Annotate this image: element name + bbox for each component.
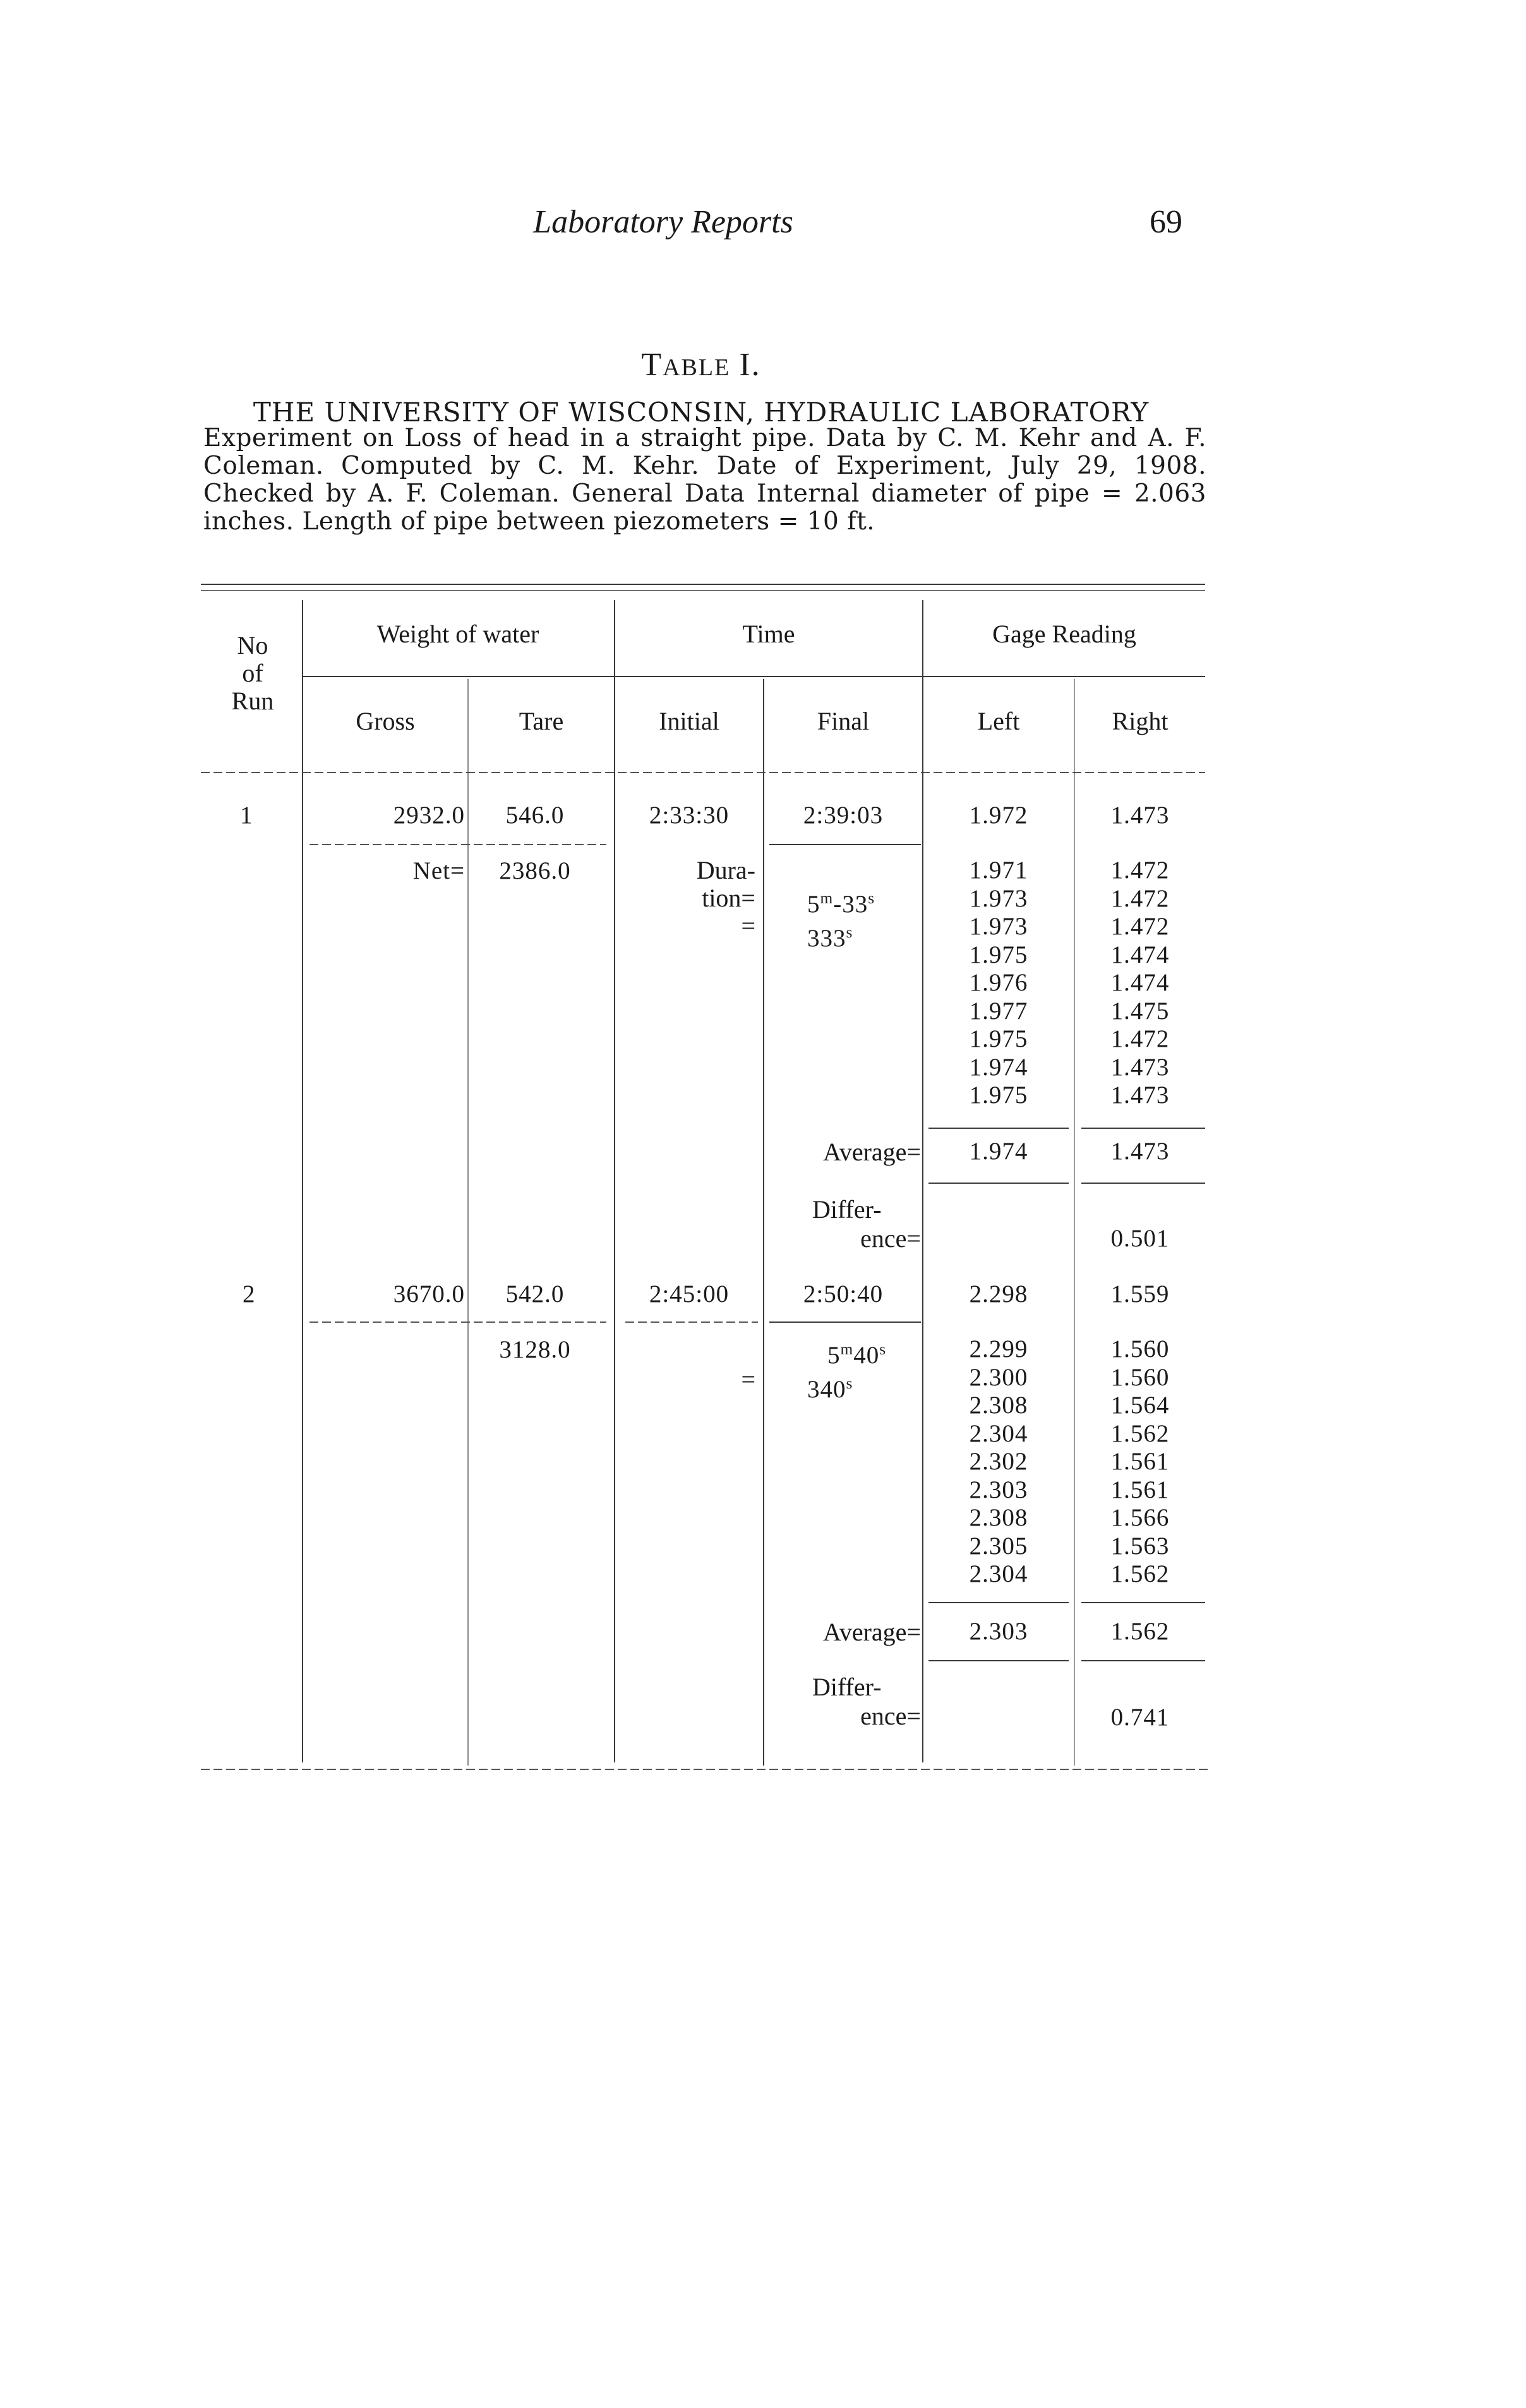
right-reading: 1.561: [1110, 1448, 1170, 1475]
run-1-net-label: Net=: [412, 857, 465, 884]
running-title: Laboratory Reports: [533, 204, 793, 240]
run-2-duration: [807, 1335, 887, 1404]
run-2-net-value: 3128.0: [499, 1336, 571, 1363]
col-rule-tare: [467, 679, 469, 1766]
header-final: Final: [817, 707, 870, 735]
right-reading: 1.472: [1110, 1025, 1170, 1052]
run-1-average-rule-left: [928, 1183, 1069, 1184]
table-label-number: I.: [739, 347, 761, 383]
run-2-duration-min-sec: 5$^m$40$^s$: [827, 1340, 887, 1369]
header-weight-of-water: Weight of water: [376, 620, 539, 648]
run-1-readings-rule-right: [1081, 1128, 1205, 1129]
table-top-rule: [201, 584, 1205, 585]
run-1-final-rule: [769, 844, 921, 845]
col-rule-initial: [614, 600, 615, 1762]
left-reading: 1.975: [969, 1025, 1028, 1052]
left-reading: 1.976: [969, 969, 1028, 996]
run-2-average-left: 2.303: [969, 1618, 1028, 1645]
run-2-tare: 542.0: [505, 1280, 565, 1308]
left-reading: 2.300: [969, 1363, 1028, 1391]
right-reading: 1.472: [1110, 913, 1170, 940]
header-of: of: [242, 659, 263, 687]
run-2-readings-rule-right: [1081, 1602, 1205, 1603]
left-reading: 2.304: [969, 1560, 1028, 1587]
run-2-final: 2:50:40: [803, 1280, 884, 1308]
run-2-final-rule: [769, 1321, 921, 1323]
page-number: 69: [1150, 204, 1182, 240]
left-reading: 2.304: [969, 1419, 1028, 1447]
run-2-average-right: 1.562: [1110, 1618, 1170, 1645]
left-reading: 2.302: [969, 1448, 1028, 1475]
run-2-duration-seconds: 340$^s$: [807, 1375, 853, 1403]
run-2-left-readings: [923, 1335, 1074, 1589]
run-2-difference-label-2: ence=: [860, 1702, 921, 1730]
run-1-tare: 546.0: [505, 802, 565, 829]
run-2-duration-eq: =: [741, 1365, 755, 1394]
run-1-left-readings: [923, 857, 1074, 1110]
left-reading: 2.299: [969, 1335, 1028, 1363]
run-1-difference-label: [764, 1195, 921, 1253]
run-1-gross: 2932.0: [393, 802, 465, 829]
left-reading: 1.973: [969, 884, 1028, 912]
run-2-gross: 3670.0: [393, 1280, 465, 1308]
right-reading: 1.560: [1110, 1363, 1170, 1391]
run-2-number: 2: [243, 1280, 256, 1308]
table-label-initial: T: [641, 347, 663, 383]
right-reading: 1.560: [1110, 1335, 1170, 1363]
run-2-initial-rule: [625, 1321, 758, 1323]
right-reading: 1.473: [1110, 1053, 1170, 1081]
right-reading: 1.563: [1110, 1532, 1170, 1560]
left-reading: 1.971: [969, 857, 1028, 884]
run-2-right-readings: [1075, 1335, 1205, 1589]
header-tare: Tare: [519, 707, 564, 735]
table-top-rule-2: [201, 590, 1205, 591]
left-reading: 1.975: [969, 1081, 1028, 1109]
run-2-difference: 0.741: [1110, 1704, 1170, 1731]
run-2-first-right: 1.559: [1110, 1280, 1170, 1308]
run-2-average-rule-right: [1081, 1660, 1205, 1661]
run-1-number: 1: [240, 802, 253, 829]
header-right: Right: [1112, 707, 1169, 735]
run-2-initial: 2:45:00: [649, 1280, 730, 1308]
header-left: Left: [977, 707, 1020, 735]
right-reading: 1.562: [1110, 1560, 1170, 1587]
run-1-difference-label-1: Differ-: [812, 1195, 882, 1224]
header-gross: Gross: [356, 707, 415, 735]
run-1-duration-label-1: Dura-: [696, 856, 755, 884]
col-rule-gross: [302, 600, 303, 1762]
run-1-average-rule-right: [1081, 1183, 1205, 1184]
left-reading: 2.305: [969, 1532, 1028, 1560]
right-reading: 1.562: [1110, 1419, 1170, 1447]
right-reading: 1.473: [1110, 1081, 1170, 1109]
right-reading: 1.566: [1110, 1504, 1170, 1531]
run-1-average-right: 1.473: [1110, 1138, 1170, 1165]
header-time: Time: [742, 620, 795, 648]
table-bottom-rule: [201, 1769, 1211, 1770]
left-reading: 2.308: [969, 1504, 1028, 1531]
run-1-initial: 2:33:30: [649, 802, 730, 829]
run-1-right-readings: [1075, 857, 1205, 1110]
run-1-first-left: 1.972: [969, 802, 1028, 829]
right-reading: 1.475: [1110, 997, 1170, 1025]
run-2-difference-label: [764, 1673, 921, 1731]
run-1-duration-label: [615, 857, 755, 940]
run-1-duration-min-sec: 5$^m$-33$^s$: [807, 889, 875, 918]
run-1-duration-seconds: 333$^s$: [807, 924, 853, 952]
run-2-net-rule: [309, 1321, 606, 1323]
left-reading: 2.308: [969, 1392, 1028, 1419]
run-1-duration: [807, 884, 875, 953]
run-2-average-label: Average=: [822, 1618, 921, 1646]
right-reading: 1.564: [1110, 1392, 1170, 1419]
left-reading: 1.975: [969, 941, 1028, 968]
right-reading: 1.474: [1110, 969, 1170, 996]
header-no: No: [237, 631, 268, 659]
run-1-net-rule: [309, 844, 606, 845]
header-run: Run: [231, 687, 274, 715]
header-initial: Initial: [659, 707, 719, 735]
right-reading: 1.472: [1110, 857, 1170, 884]
left-reading: 2.303: [969, 1476, 1028, 1503]
col-rule-right: [1074, 679, 1075, 1766]
header-gage-reading: Gage Reading: [992, 620, 1136, 648]
run-1-difference-label-2: ence=: [860, 1224, 921, 1253]
header-no-of-run: [208, 632, 297, 715]
left-reading: 1.977: [969, 997, 1028, 1025]
right-reading: 1.474: [1110, 941, 1170, 968]
run-1-duration-label-2: tion=: [702, 884, 755, 912]
run-2-average-rule-left: [928, 1660, 1069, 1661]
run-1-first-right: 1.473: [1110, 802, 1170, 829]
run-1-final: 2:39:03: [803, 802, 884, 829]
run-1-average-label: Average=: [822, 1138, 921, 1166]
right-reading: 1.472: [1110, 884, 1170, 912]
left-reading: 1.973: [969, 913, 1028, 940]
run-1-average-left: 1.974: [969, 1138, 1028, 1165]
run-1-net-value: 2386.0: [499, 857, 571, 884]
run-2-first-left: 2.298: [969, 1280, 1028, 1308]
table-heading: THE UNIVERSITY OF WISCONSIN, HYDRAULIC LABORATORY: [253, 397, 1150, 428]
run-2-difference-label-1: Differ-: [812, 1673, 882, 1701]
table-description: Experiment on Loss of head in a straight pipe. Data by C. M. Kehr and A. F. Coleman. Computed by C. M. Kehr. Date of Experiment, July 29, 1908. Checked by A. F. Coleman. General Data Internal diameter of pipe = 2.063 inches. Length of pipe between piezometers = 10 ft.: [203, 424, 1206, 536]
run-1-duration-eq: =: [741, 912, 755, 940]
header-mid-rule: [303, 676, 1205, 677]
right-reading: 1.561: [1110, 1476, 1170, 1503]
table-label-rest: ABLE: [663, 354, 731, 381]
table-label: [0, 346, 1402, 383]
left-reading: 1.974: [969, 1053, 1028, 1081]
run-1-difference: 0.501: [1110, 1225, 1170, 1252]
run-1-readings-rule-left: [928, 1128, 1069, 1129]
header-bottom-rule: [201, 772, 1205, 773]
run-2-readings-rule-left: [928, 1602, 1069, 1603]
